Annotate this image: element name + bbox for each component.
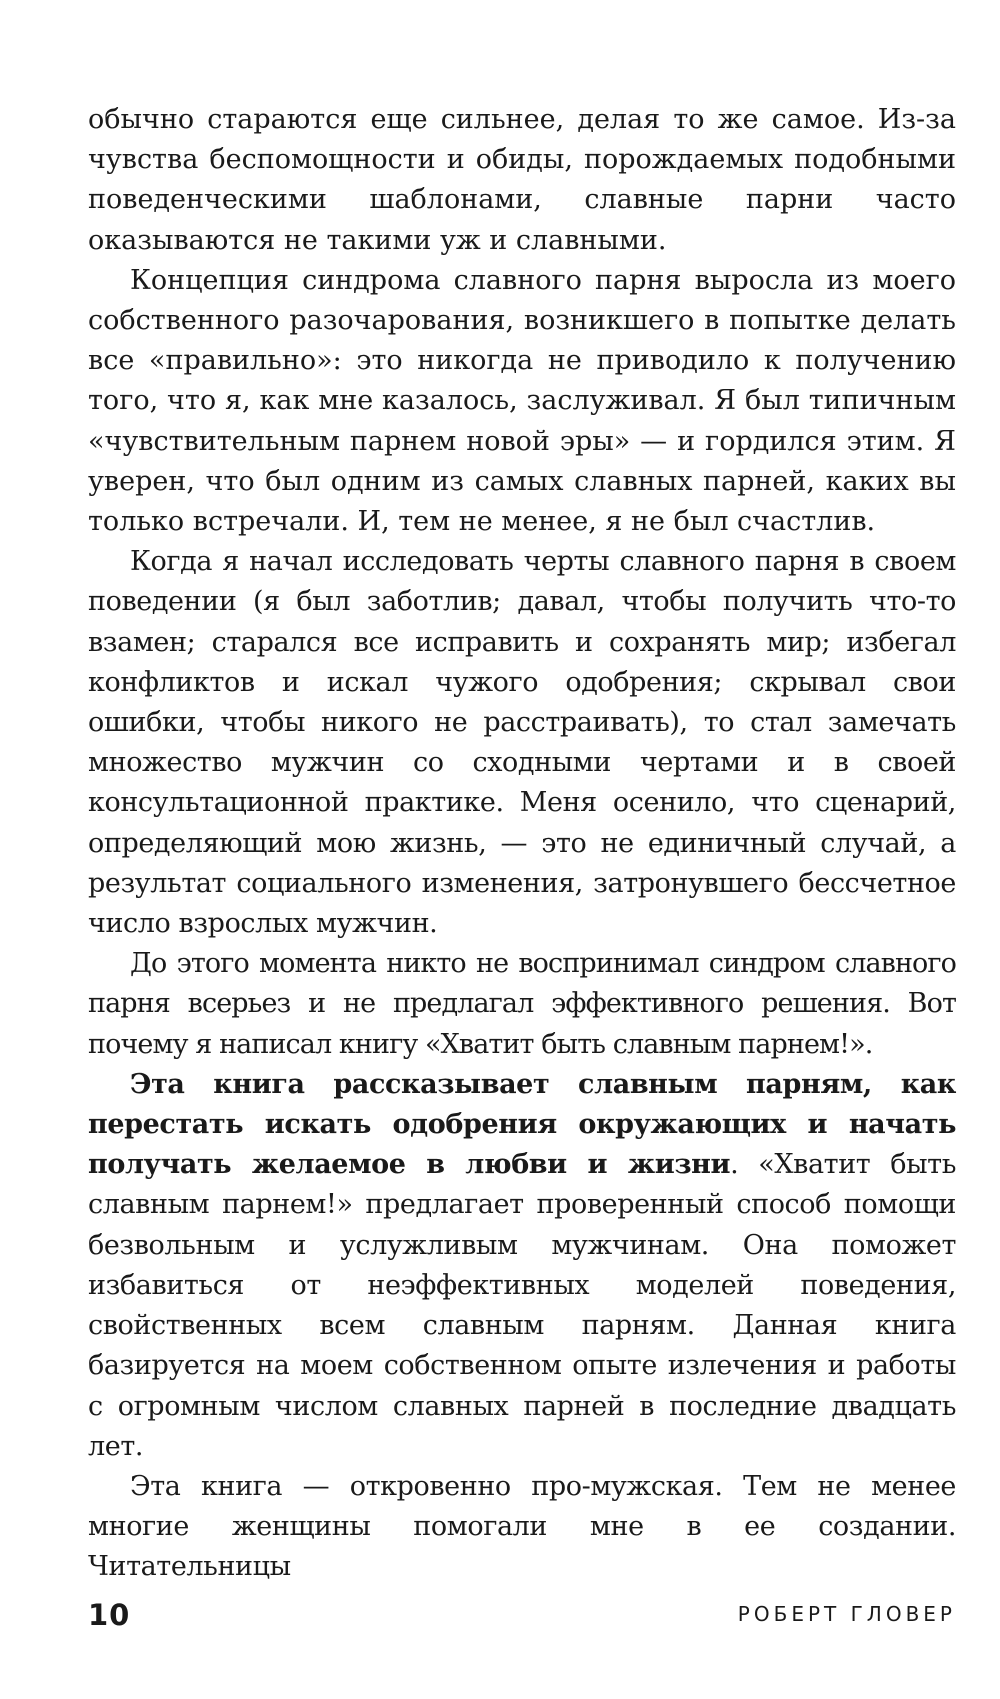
page-footer: [88, 1598, 956, 1638]
paragraph-book-purpose-text: . «Хватит быть славным парнем!» предлагает проверенный способ помощи безвольным и услужливым мужчинам. Она поможет избавиться от неэффективных моделей поведения, свойственных всем славным парням. Данная книга базируется на моем собственном опыте излечения и работы с огромным числом славных парней в последние двадцать лет.: [88, 1149, 957, 1462]
bold-thesis: Эта книга рассказывает славным парням, как перестать искать одобрения окружающих и начать получать желаемое в любви и жизни: [88, 1068, 956, 1181]
page-number: 10: [88, 1598, 131, 1632]
body-text: [88, 100, 956, 1588]
paragraph-continuation: обычно стараются еще сильнее, делая то же самое. Из-за чувства беспомощности и обиды, порождаемых подобными поведенческими шаблонами, славные парни часто оказываются не такими уж и славными.: [88, 104, 956, 256]
paragraph-motivation: До этого момента никто не воспринимал синдром славного парня всерьез и не предлагал эффективного решения. Вот почему я написал книгу «Хватит быть славным парнем!».: [88, 948, 956, 1060]
paragraph-research: Когда я начал исследовать черты славного парня в своем поведении (я был заботлив; давал, чтобы получить что-то взамен; старался все исправить и сохранять мир; избегал конфликтов и искал чужого одобрения; скрывал свои ошибки, чтобы никого не расстраивать), то стал замечать множество мужчин со сходными чертами и в своей консультационной практике. Меня осенило, что сценарий, определяющий мою жизнь, — это не единичный случай, а результат социального изменения, затронувшего бессчетное число взрослых мужчин.: [88, 546, 956, 940]
paragraph-pro-male: Эта книга — откровенно про-мужская. Тем не менее многие женщины помогали мне в ее создании. Читательницы: [88, 1470, 956, 1583]
paragraph-concept: Концепция синдрома славного парня выросла из моего собственного разочарования, возникшего в попытке делать все «правильно»: это никогда не приводило к получению того, что я, как мне казалось, заслуживал. Я был типичным «чувствительным парнем новой эры» — и гордился этим. Я уверен, что был одним из самых славных парней, каких вы только встречали. И, тем не менее, я не был счастлив.: [88, 264, 956, 538]
running-head-author: РОБЕРТ ГЛОВЕР: [737, 1602, 956, 1626]
paragraph-book-purpose: [88, 1065, 956, 1467]
